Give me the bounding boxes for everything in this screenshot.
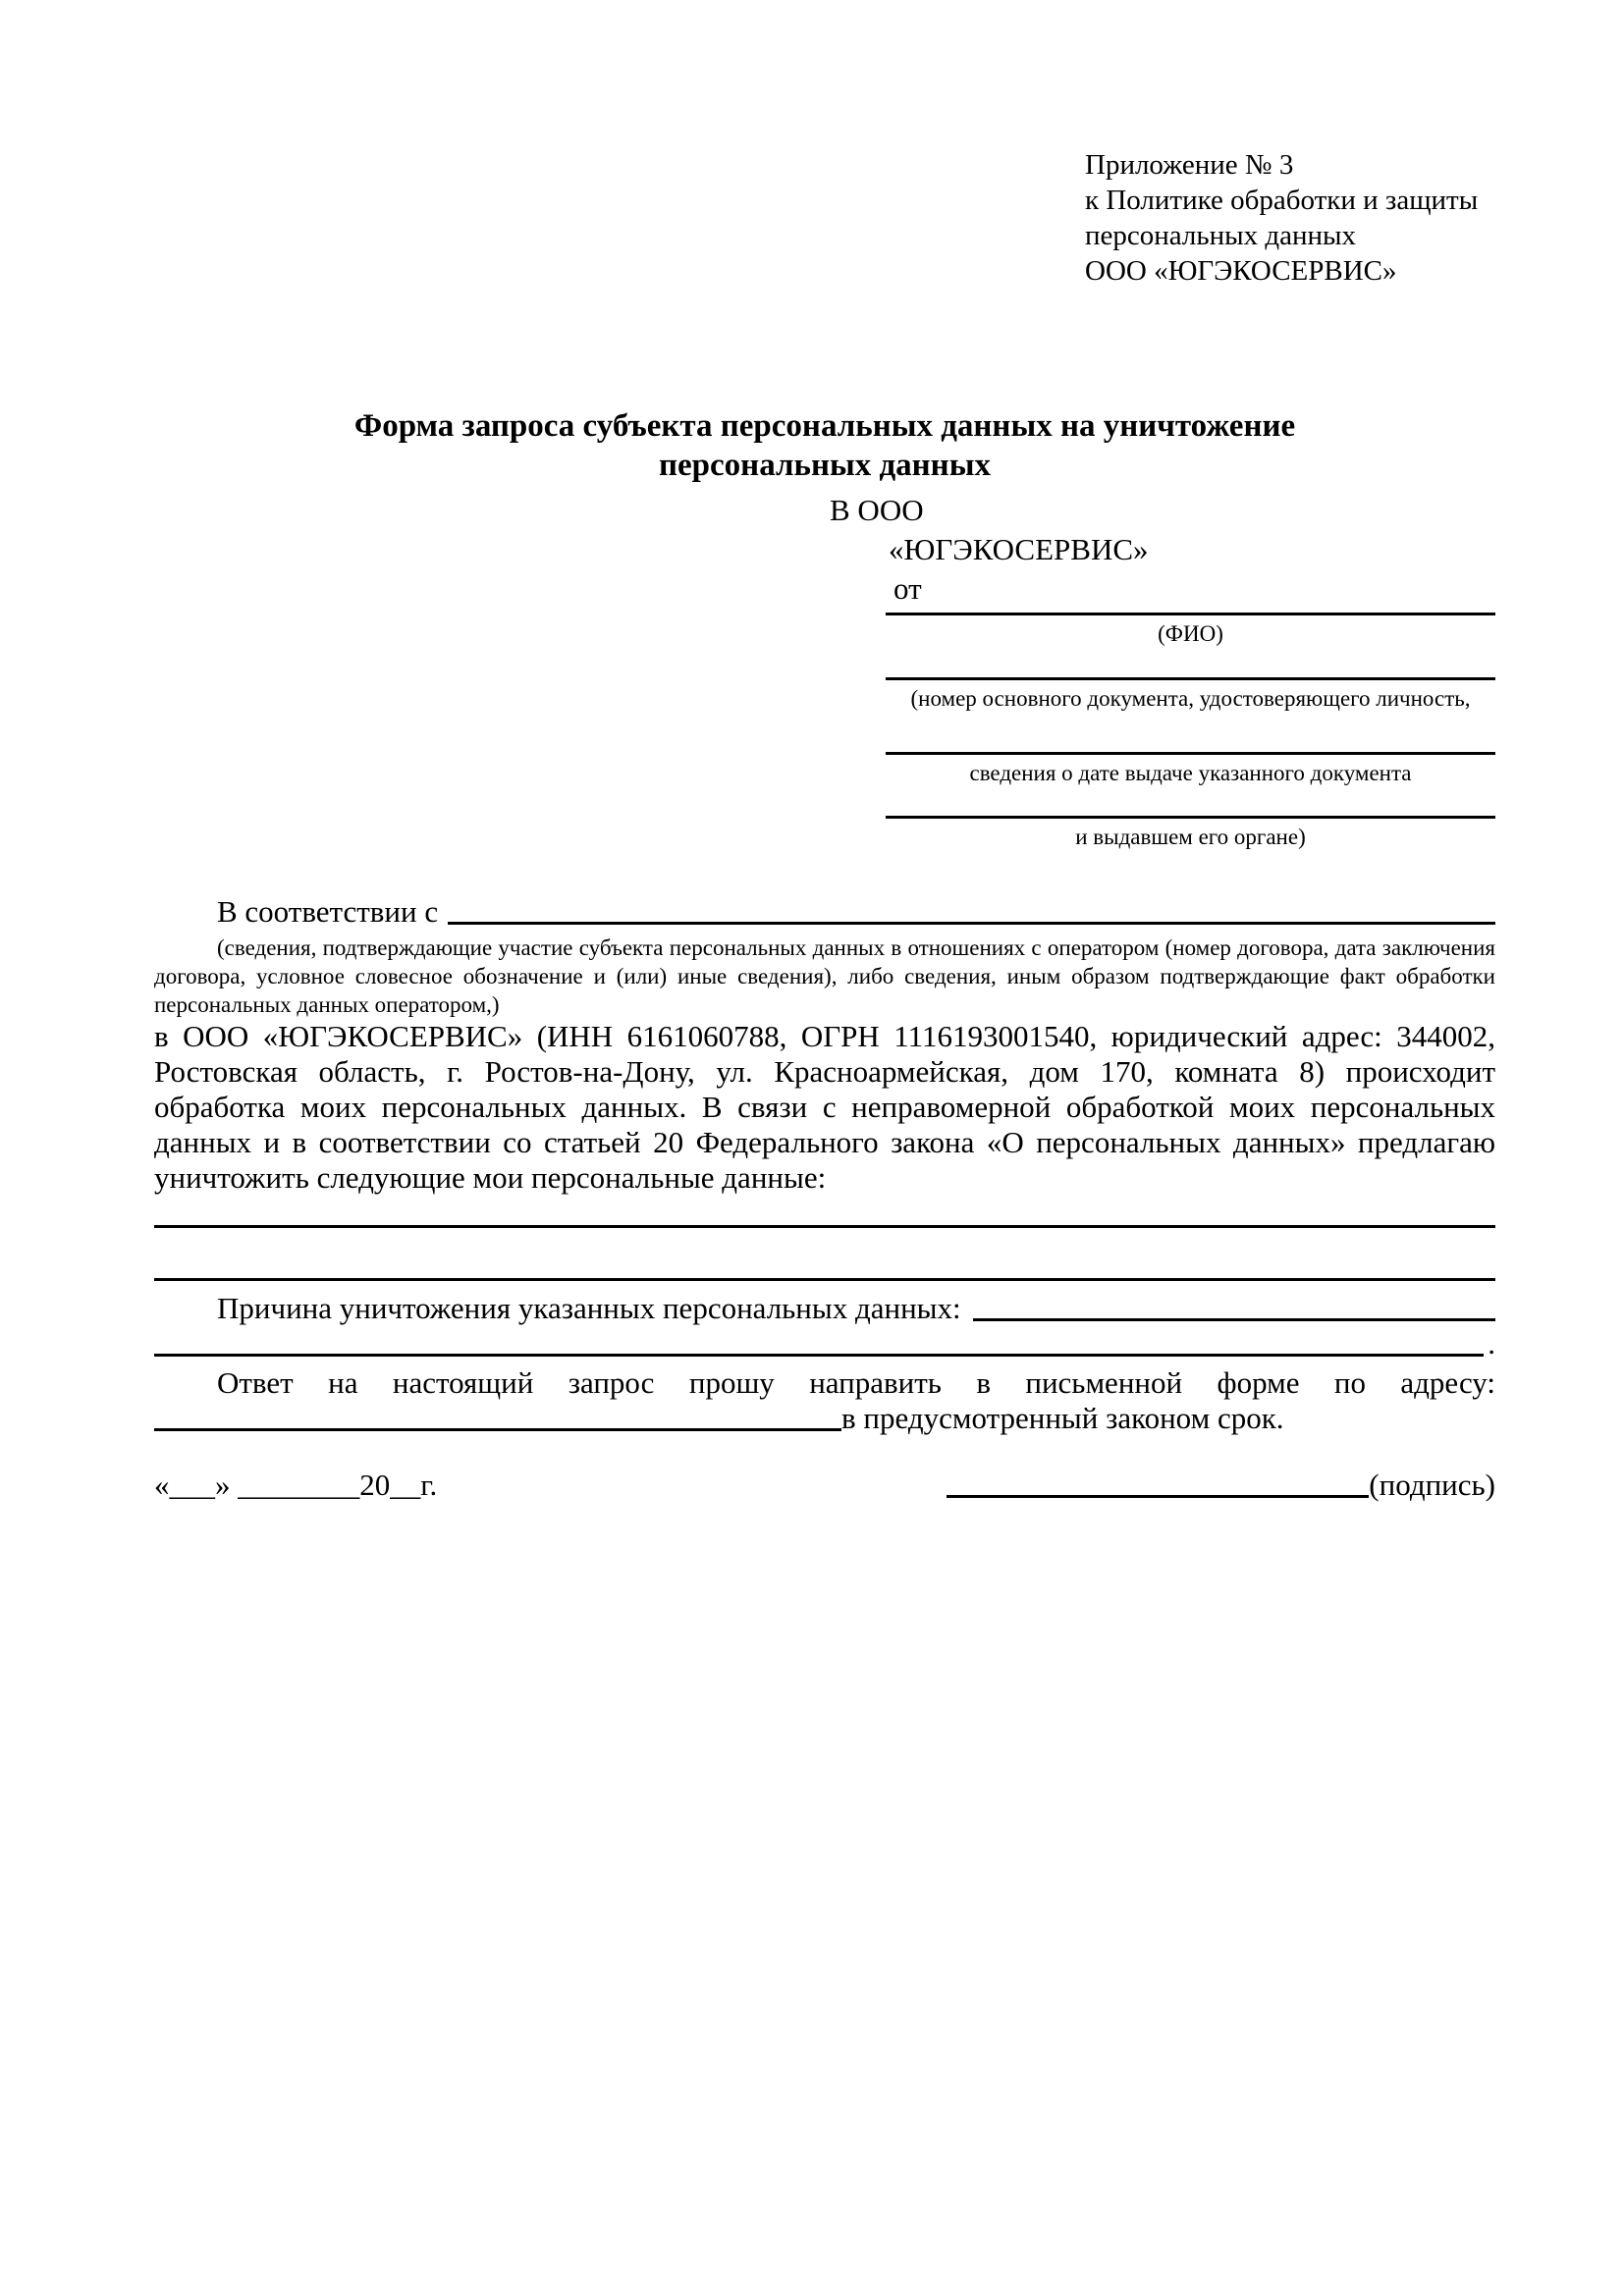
body-paragraph: в ООО «ЮГЭКОСЕРВИС» (ИНН 6161060788, ОГРН 1116193001540, юридический адрес: 344002, Ростовская область, г. Ростов-на-Дону, ул. Красноармейская, дом 170, комната 8) происходит обработка моих персональных данных. В связи с неправомерной обработкой моих персональных данных и в соответствии со статьей 20 Федерального закона «О персональных данных» предлагаю уничтожить следующие мои персональные данные:	[154, 1019, 1495, 1195]
addressee-company-name: «ЮГЭКОСЕРВИС»	[889, 532, 1149, 566]
data-blank-line-2	[154, 1228, 1495, 1281]
policy-reference-line: к Политике обработки и защиты	[1085, 185, 1479, 216]
document-title-line-2: персональных данных	[659, 448, 991, 483]
fio-caption: (ФИО)	[1158, 621, 1223, 646]
appendix-header	[1085, 147, 1495, 289]
id-document-caption: (номер основного документа, удостоверяющего личность,	[910, 686, 1471, 711]
reply-address-blank-line	[154, 1428, 841, 1431]
issuer-blank-line	[886, 816, 1495, 819]
reason-continuation-row	[154, 1326, 1495, 1362]
date-signature-row	[154, 1468, 1495, 1503]
reason-row	[154, 1291, 1495, 1326]
reply-sentence: Ответ на настоящий запрос прошу направить в письменной форме по адресу:	[217, 1365, 1495, 1400]
issue-date-caption: сведения о дате выдаче указанного документа	[969, 761, 1412, 785]
reply-address-row	[154, 1401, 1495, 1436]
addressee-from-label: от	[893, 571, 922, 606]
accordance-blank-line	[448, 922, 1495, 925]
fio-blank-line	[886, 613, 1495, 615]
data-blank-line-1	[154, 1196, 1495, 1228]
reason-label: Причина уничтожения указанных персональных данных:	[217, 1291, 961, 1325]
addressee-to-prefix: В ООО	[830, 493, 924, 527]
signature-caption: (подпись)	[1369, 1468, 1495, 1502]
document-content	[154, 0, 1495, 1503]
signature-area	[947, 1468, 1495, 1503]
reason-blank-line	[973, 1318, 1495, 1321]
accordance-label: В соответствии с	[217, 894, 439, 929]
id-document-blank-line	[886, 677, 1495, 680]
signature-blank-line	[947, 1495, 1369, 1498]
reason-blank-line-2	[154, 1354, 1484, 1357]
header-company-name: ООО «ЮГЭКОСЕРВИС»	[1085, 255, 1397, 287]
date-blank-line: «___» ________20__г.	[154, 1468, 438, 1502]
reason-period: .	[1488, 1326, 1495, 1361]
reply-tail: в предусмотренный законом срок.	[841, 1401, 1284, 1435]
issue-date-blank-line	[886, 752, 1495, 755]
accordance-row	[154, 894, 1495, 930]
document-title	[154, 406, 1495, 485]
accordance-fine-print: (сведения, подтверждающие участие субъекта персональных данных в отношениях с оператором (номер договора, дата заключения договора, условное словесное обозначение и (или) иные сведения), либо сведения, иным образом подтверждающие факт обработки персональных данных оператором,)	[154, 935, 1495, 1017]
appendix-number-line: Приложение № 3	[1085, 149, 1294, 181]
policy-reference-line-2: персональных данных	[1085, 220, 1357, 251]
document-title-line-1: Форма запроса субъекта персональных данных на уничтожение	[353, 408, 1296, 444]
issuer-caption: и выдавшем его органе)	[1075, 825, 1306, 849]
